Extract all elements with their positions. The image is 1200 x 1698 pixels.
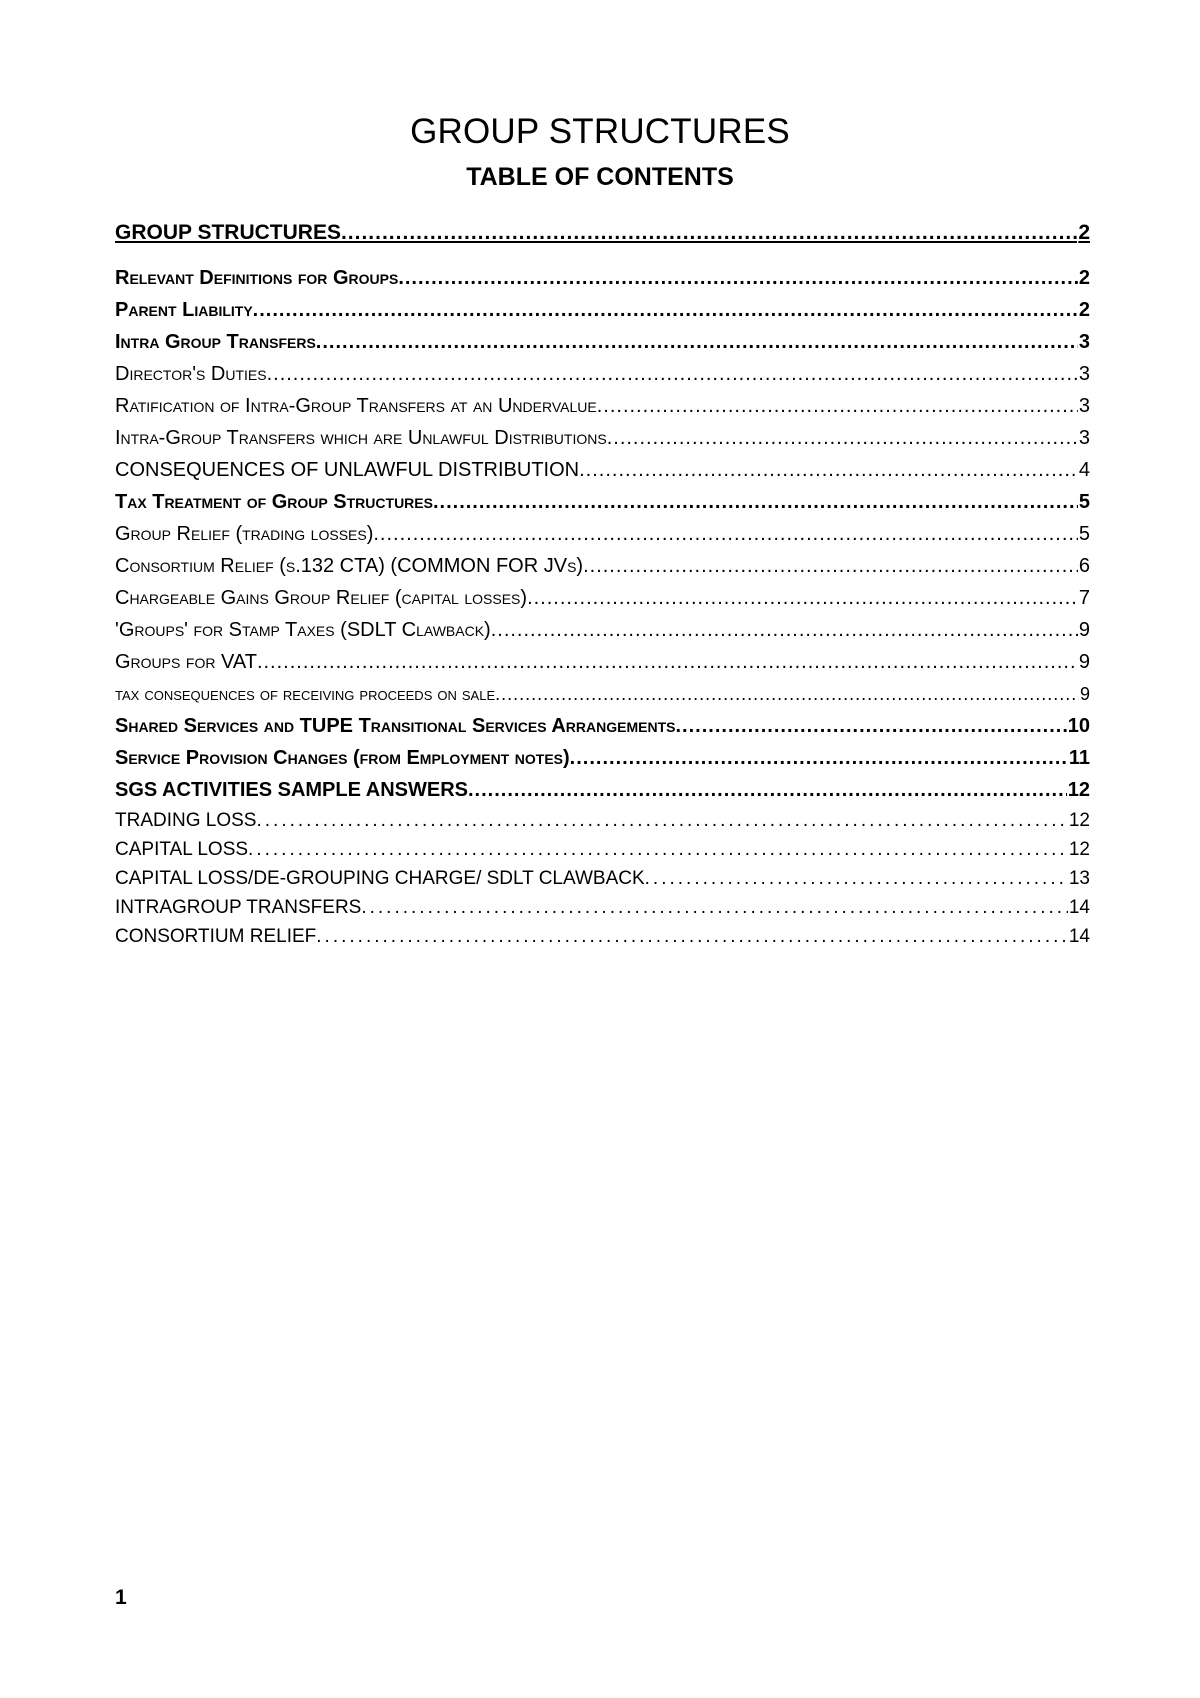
toc-leader-dots	[256, 806, 1067, 835]
toc-entry-page: 3	[1078, 331, 1090, 353]
toc-leader-dots	[267, 358, 1078, 390]
toc-leader-dots	[316, 326, 1078, 358]
toc-entry-label: Director's Duties	[115, 363, 267, 385]
toc-entry-shared-services[interactable]	[115, 710, 1090, 742]
toc-entry-label: Groups for VAT	[115, 651, 257, 673]
toc-entry-label: Shared Services and TUPE Transitional Services Arrangements	[115, 715, 676, 737]
toc-entry-groups-vat[interactable]	[115, 646, 1090, 678]
toc-leader-dots	[570, 742, 1068, 774]
toc-entry-intra-group-transfers[interactable]	[115, 326, 1090, 358]
toc-entry-tax-treatment[interactable]	[115, 486, 1090, 518]
toc-entry-page: 4	[1078, 459, 1090, 481]
toc-leader-dots	[607, 422, 1078, 454]
toc-leader-dots	[495, 678, 1079, 710]
toc-entry-group-relief[interactable]	[115, 518, 1090, 550]
toc-leader-dots	[579, 454, 1078, 486]
toc-entry-page: 11	[1068, 747, 1090, 769]
toc-leader-dots	[248, 835, 1068, 864]
toc-entry-intragroup-transfers[interactable]	[115, 893, 1090, 922]
toc-entry-label: Relevant Definitions for Groups	[115, 267, 399, 289]
toc-entry-relevant-definitions[interactable]	[115, 262, 1090, 294]
toc-entry-page: 2	[1078, 267, 1090, 289]
toc-entry-label: Tax Treatment of Group Structures	[115, 491, 433, 513]
table-of-contents	[115, 216, 1090, 951]
toc-entry-unlawful-distributions[interactable]	[115, 422, 1090, 454]
toc-entry-trading-loss[interactable]	[115, 806, 1090, 835]
toc-leader-dots	[527, 582, 1078, 614]
toc-heading: TABLE OF CONTENTS	[466, 163, 734, 191]
toc-entry-label: CONSORTIUM RELIEF	[115, 926, 317, 947]
toc-entry-label: Chargeable Gains Group Relief (capital losses)	[115, 587, 528, 609]
toc-entry-label: CAPITAL LOSS/DE-GROUPING CHARGE/ SDLT CLAWBACK	[115, 868, 645, 889]
toc-entry-label: Service Provision Changes (from Employment notes)	[115, 747, 570, 769]
toc-entry-label: Intra-Group Transfers which are Unlawful Distributions	[115, 427, 607, 449]
toc-leader-dots	[373, 518, 1078, 550]
toc-entry-degrouping-charge[interactable]	[115, 864, 1090, 893]
toc-entry-sgs-activities[interactable]	[115, 774, 1090, 806]
toc-leader-dots	[257, 646, 1078, 678]
toc-entry-label: Consortium Relief (s.132 CTA) (COMMON FOR JVs)	[115, 555, 584, 577]
toc-entry-capital-loss[interactable]	[115, 835, 1090, 864]
toc-entry-consortium-relief[interactable]	[115, 550, 1090, 582]
toc-entry-page: 5	[1078, 523, 1090, 545]
toc-entry-label: SGS ACTIVITIES SAMPLE ANSWERS	[115, 779, 468, 801]
toc-entry-page: 2	[1078, 221, 1090, 244]
toc-entry-directors-duties[interactable]	[115, 358, 1090, 390]
toc-entry-label: 'Groups' for Stamp Taxes (SDLT Clawback)	[115, 619, 491, 641]
toc-entry-label: Parent Liability	[115, 299, 253, 321]
toc-entry-page: 12	[1068, 810, 1090, 831]
toc-entry-page: 5	[1078, 491, 1090, 513]
toc-entry-page: 10	[1067, 715, 1090, 737]
toc-entry-page: 3	[1078, 363, 1090, 385]
toc-leader-dots	[316, 922, 1068, 951]
toc-entry-stamp-taxes[interactable]	[115, 614, 1090, 646]
toc-entry-page: 14	[1068, 897, 1090, 918]
toc-entry-consortium-relief-answer[interactable]	[115, 922, 1090, 951]
toc-entry-label: Group Relief (trading losses)	[115, 523, 374, 545]
toc-leader-dots	[645, 864, 1068, 893]
toc-entry-page: 12	[1068, 839, 1090, 860]
toc-entry-label: tax consequences of receiving proceeds on sale	[115, 684, 496, 704]
toc-entry-consequences[interactable]	[115, 454, 1090, 486]
toc-leader-dots	[675, 710, 1066, 742]
toc-entry-parent-liability[interactable]	[115, 294, 1090, 326]
toc-entry-page: 7	[1078, 587, 1090, 609]
toc-entry-label: INTRAGROUP TRANSFERS	[115, 897, 362, 918]
toc-entry-page: 2	[1078, 299, 1090, 321]
toc-entry-page: 9	[1078, 619, 1090, 641]
toc-leader-dots	[491, 614, 1078, 646]
toc-entry-page: 14	[1068, 926, 1090, 947]
toc-entry-label: Intra Group Transfers	[115, 331, 316, 353]
toc-leader-dots	[398, 262, 1078, 294]
toc-entry-service-provision[interactable]	[115, 742, 1090, 774]
toc-entry-ratification[interactable]	[115, 390, 1090, 422]
toc-leader-dots	[341, 216, 1077, 250]
toc-entry-page: 6	[1078, 555, 1090, 577]
toc-entry-label: CAPITAL LOSS	[115, 839, 249, 860]
toc-entry-group-structures[interactable]	[115, 216, 1090, 250]
toc-entry-page: 13	[1068, 868, 1090, 889]
toc-entry-label: Ratification of Intra-Group Transfers at an Undervalue	[115, 395, 597, 417]
toc-leader-dots	[253, 294, 1078, 326]
toc-leader-dots	[468, 774, 1067, 806]
toc-entry-tax-consequences[interactable]	[115, 678, 1090, 710]
toc-entry-chargeable-gains[interactable]	[115, 582, 1090, 614]
toc-entry-label: CONSEQUENCES OF UNLAWFUL DISTRIBUTION	[115, 459, 580, 481]
toc-entry-label: TRADING LOSS	[115, 810, 257, 831]
toc-entry-page: 3	[1078, 395, 1090, 417]
document-title: GROUP STRUCTURES	[410, 112, 790, 151]
toc-entry-page: 12	[1067, 779, 1090, 801]
toc-leader-dots	[597, 390, 1078, 422]
toc-leader-dots	[433, 486, 1078, 518]
toc-leader-dots	[583, 550, 1078, 582]
toc-entry-page: 9	[1078, 651, 1090, 673]
toc-leader-dots	[361, 893, 1068, 922]
toc-entry-label: GROUP STRUCTURES	[115, 221, 341, 244]
toc-entry-page: 9	[1079, 684, 1090, 704]
page-number: 1	[115, 1586, 127, 1609]
toc-entry-page: 3	[1078, 427, 1090, 449]
